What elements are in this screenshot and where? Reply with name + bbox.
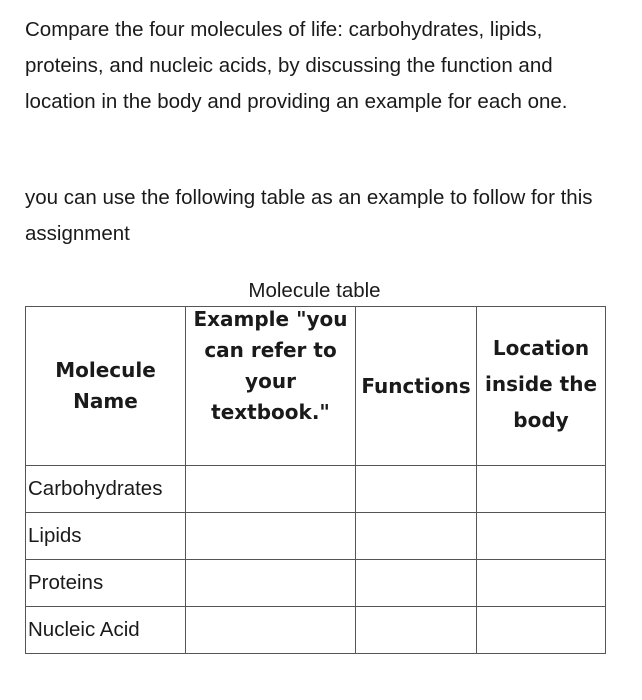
location-cell: [477, 560, 606, 607]
header-functions: Functions: [356, 307, 477, 466]
molecule-name-cell: Lipids: [26, 513, 186, 560]
molecule-name-cell: Carbohydrates: [26, 466, 186, 513]
location-cell: [477, 466, 606, 513]
table-row: [26, 560, 606, 607]
example-cell: [186, 560, 356, 607]
assignment-question: Compare the four molecules of life: carbohydrates, lipids, proteins, and nucleic acids, by discussing the function and location in the body and providing an example for each one.: [25, 18, 568, 113]
molecule-table: [25, 306, 606, 654]
functions-cell: [356, 466, 477, 513]
header-example: Example "you can refer to your textbook.": [186, 307, 356, 466]
location-cell: [477, 607, 606, 654]
header-molecule-name: Molecule Name: [26, 307, 186, 466]
example-cell: [186, 607, 356, 654]
table-header-row: [26, 307, 606, 466]
location-cell: [477, 513, 606, 560]
functions-cell: [356, 607, 477, 654]
functions-cell: [356, 560, 477, 607]
header-location: Location inside the body: [477, 307, 606, 466]
table-row: [26, 607, 606, 654]
molecule-name-cell: Nucleic Acid: [26, 607, 186, 654]
example-cell: [186, 466, 356, 513]
molecule-name-cell: Proteins: [26, 560, 186, 607]
table-caption: Molecule table: [248, 279, 381, 302]
example-cell: [186, 513, 356, 560]
assignment-instruction: you can use the following table as an example to follow for this assignment: [25, 186, 593, 245]
table-row: [26, 513, 606, 560]
table-row: [26, 466, 606, 513]
functions-cell: [356, 513, 477, 560]
